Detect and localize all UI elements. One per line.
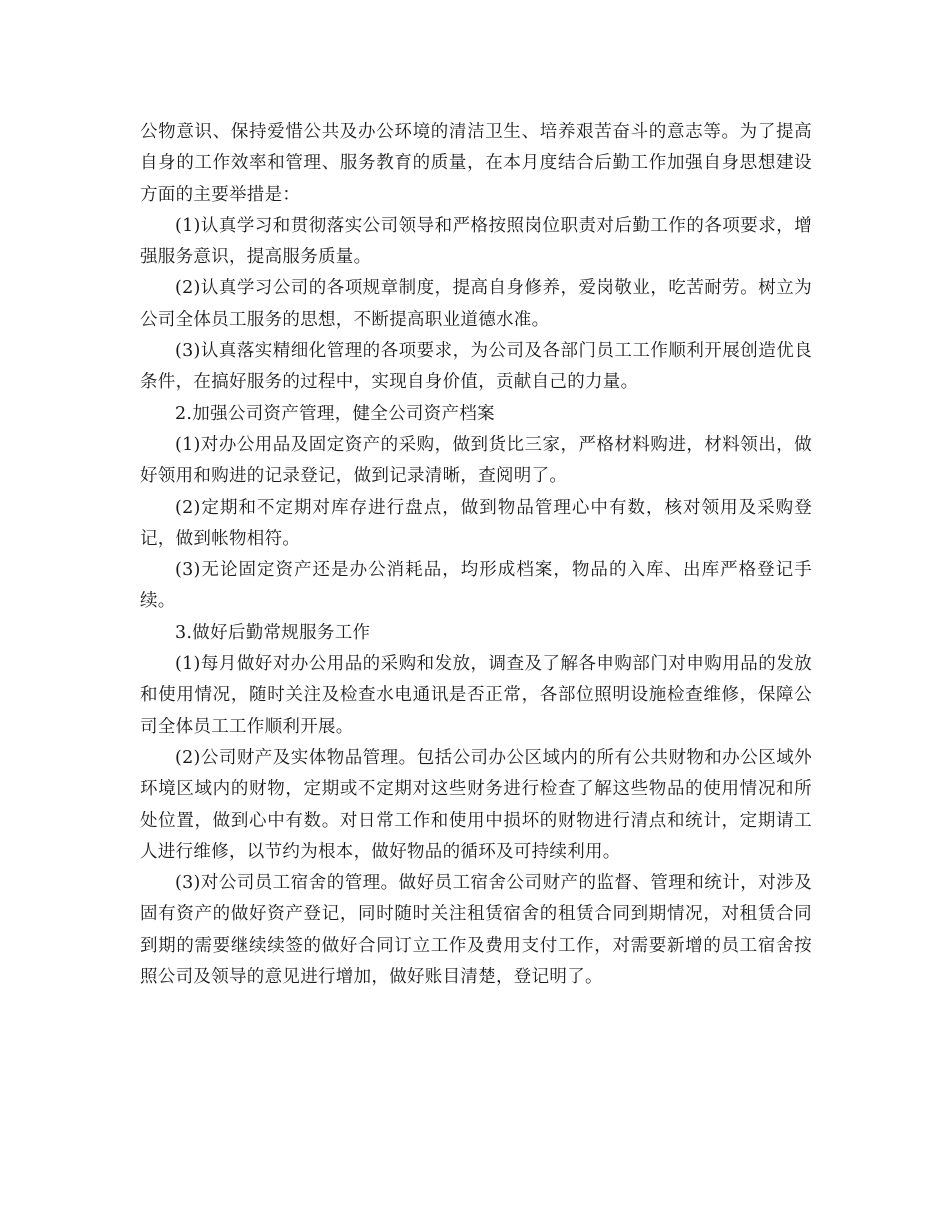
paragraph-item-3-2: (2)公司财产及实体物品管理。包括公司办公区域内的所有公共财物和办公区域外环境区域内的财物，定期或不定期对这些财务进行检查了解这些物品的使用情况和所处位置，做到心中有数。对日常工作和使用中损坏的财物进行清点和统计，定期请工人进行维修，以节约为根本，做好物品的循环及可持续利用。 [140,747,812,862]
paragraph-item-1-3: (3)认真落实精细化管理的各项要求，为公司及各部门员工工作顺利开展创造优良条件，在搞好服务的过程中，实现自身价值，贡献自己的力量。 [140,341,812,393]
paragraph-item-3-1: (1)每月做好对办公用品的采购和发放，调查及了解各申购部门对申购用品的发放和使用情况，随时关注及检查水电通讯是否正常，各部位照明设施检查维修，保障公司全体员工工作顺利开展。 [140,654,812,737]
paragraph-item-2-3: (3)无论固定资产还是办公消耗品，均形成档案，物品的入库、出库严格登记手续。 [140,560,812,612]
paragraph-intro: 公物意识、保持爱惜公共及办公环境的清洁卫生、培养艰苦奋斗的意志等。为了提高自身的工作效率和管理、服务教育的质量，在本月度结合后勤工作加强自身思想建设方面的主要举措是： [140,122,812,205]
paragraph-item-1-2: (2)认真学习公司的各项规章制度，提高自身修养，爱岗敬业，吃苦耐劳。树立为公司全体员工服务的思想，不断提高职业道德水准。 [140,278,812,330]
section-heading-3: 3.做好后勤常规服务工作 [175,622,371,643]
section-heading-2: 2.加强公司资产管理，健全公司资产档案 [175,403,495,424]
paragraph-item-2-1: (1)对办公用品及固定资产的采购，做到货比三家，严格材料购进，材料领出，做好领用和购进的记录登记，做到记录清晰，查阅明了。 [140,434,812,487]
paragraph-item-3-3: (3)对公司员工宿舍的管理。做好员工宿舍公司财产的监督、管理和统计，对涉及固有资产的做好资产登记，同时随时关注租赁宿舍的租赁合同到期情况，对租赁合同到期的需要继续续签的做好合同订立工作及费用支付工作，对需要新增的员工宿舍按照公司及领导的意见进行增加，做好账目清楚，登记明了。 [140,873,812,988]
document-body [140,117,812,993]
paragraph-item-2-2: (2)定期和不定期对库存进行盘点，做到物品管理心中有数，核对领用及采购登记，做到帐物相符。 [140,497,812,549]
paragraph-item-1-1: (1)认真学习和贯彻落实公司领导和严格按照岗位职责对后勤工作的各项要求，增强服务意识，提高服务质量。 [140,215,812,268]
